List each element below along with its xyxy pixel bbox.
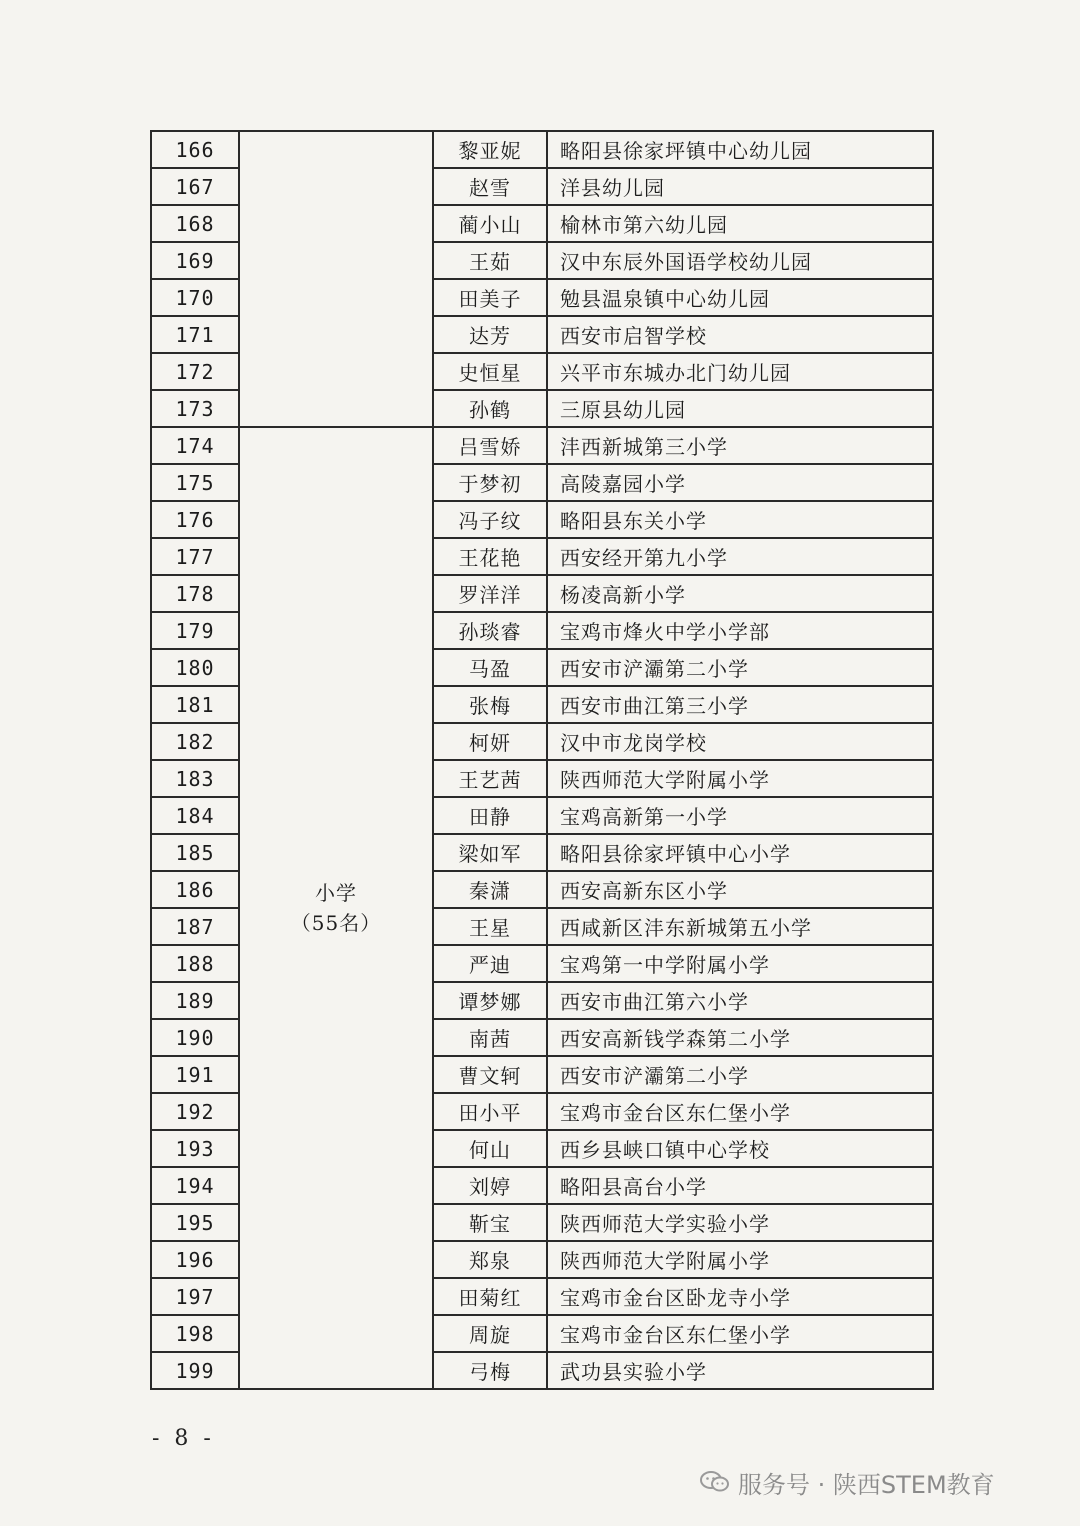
person-name: 王茹 [433, 242, 547, 279]
person-name: 南茜 [433, 1019, 547, 1056]
person-name: 赵雪 [433, 168, 547, 205]
school-name: 宝鸡第一中学附属小学 [547, 945, 933, 982]
table-row [151, 427, 933, 464]
school-name: 西乡县峡口镇中心学校 [547, 1130, 933, 1167]
school-name: 陕西师范大学附属小学 [547, 760, 933, 797]
row-number: 166 [151, 131, 239, 168]
category-label: 小学 [315, 881, 357, 905]
person-name: 柯妍 [433, 723, 547, 760]
school-name: 宝鸡高新第一小学 [547, 797, 933, 834]
school-name: 汉中东辰外国语学校幼儿园 [547, 242, 933, 279]
row-number: 178 [151, 575, 239, 612]
school-name: 洋县幼儿园 [547, 168, 933, 205]
person-name: 何山 [433, 1130, 547, 1167]
person-name: 秦潇 [433, 871, 547, 908]
school-name: 宝鸡市金台区卧龙寺小学 [547, 1278, 933, 1315]
page-number: - 8 - [152, 1426, 215, 1451]
row-number: 179 [151, 612, 239, 649]
person-name: 张梅 [433, 686, 547, 723]
row-number: 172 [151, 353, 239, 390]
person-name: 严迪 [433, 945, 547, 982]
school-name: 西安市浐灞第二小学 [547, 649, 933, 686]
school-name: 西咸新区沣东新城第五小学 [547, 908, 933, 945]
row-number: 197 [151, 1278, 239, 1315]
school-name: 勉县温泉镇中心幼儿园 [547, 279, 933, 316]
row-number: 175 [151, 464, 239, 501]
person-name: 周旋 [433, 1315, 547, 1352]
row-number: 189 [151, 982, 239, 1019]
person-name: 王花艳 [433, 538, 547, 575]
school-name: 陕西师范大学实验小学 [547, 1204, 933, 1241]
category-count: （55名） [290, 911, 382, 935]
person-name: 史恒星 [433, 353, 547, 390]
school-name: 西安市浐灞第二小学 [547, 1056, 933, 1093]
row-number: 199 [151, 1352, 239, 1389]
school-name: 陕西师范大学附属小学 [547, 1241, 933, 1278]
person-name: 马盈 [433, 649, 547, 686]
award-roster-table [150, 130, 934, 1390]
row-number: 187 [151, 908, 239, 945]
row-number: 190 [151, 1019, 239, 1056]
person-name: 田菊红 [433, 1278, 547, 1315]
school-name: 略阳县高台小学 [547, 1167, 933, 1204]
school-name: 西安市曲江第三小学 [547, 686, 933, 723]
person-name: 田小平 [433, 1093, 547, 1130]
person-name: 孙琰睿 [433, 612, 547, 649]
row-number: 174 [151, 427, 239, 464]
row-number: 196 [151, 1241, 239, 1278]
person-name: 田静 [433, 797, 547, 834]
person-name: 于梦初 [433, 464, 547, 501]
wechat-icon [700, 1470, 730, 1494]
school-name: 宝鸡市烽火中学小学部 [547, 612, 933, 649]
row-number: 194 [151, 1167, 239, 1204]
watermark [700, 1464, 995, 1500]
school-name: 兴平市东城办北门幼儿园 [547, 353, 933, 390]
school-name: 西安市启智学校 [547, 316, 933, 353]
row-number: 171 [151, 316, 239, 353]
row-number: 177 [151, 538, 239, 575]
school-name: 高陵嘉园小学 [547, 464, 933, 501]
row-number: 168 [151, 205, 239, 242]
row-number: 186 [151, 871, 239, 908]
school-name: 西安高新东区小学 [547, 871, 933, 908]
person-name: 曹文轲 [433, 1056, 547, 1093]
category-cell [239, 427, 433, 1389]
row-number: 181 [151, 686, 239, 723]
row-number: 167 [151, 168, 239, 205]
row-number: 176 [151, 501, 239, 538]
person-name: 黎亚妮 [433, 131, 547, 168]
person-name: 靳宝 [433, 1204, 547, 1241]
school-name: 汉中市龙岗学校 [547, 723, 933, 760]
person-name: 达芳 [433, 316, 547, 353]
row-number: 184 [151, 797, 239, 834]
row-number: 173 [151, 390, 239, 427]
school-name: 略阳县东关小学 [547, 501, 933, 538]
school-name: 略阳县徐家坪镇中心小学 [547, 834, 933, 871]
row-number: 191 [151, 1056, 239, 1093]
school-name: 宝鸡市金台区东仁堡小学 [547, 1315, 933, 1352]
row-number: 180 [151, 649, 239, 686]
person-name: 孙鹤 [433, 390, 547, 427]
school-name: 榆林市第六幼儿园 [547, 205, 933, 242]
school-name: 宝鸡市金台区东仁堡小学 [547, 1093, 933, 1130]
person-name: 弓梅 [433, 1352, 547, 1389]
row-number: 193 [151, 1130, 239, 1167]
person-name: 王星 [433, 908, 547, 945]
person-name: 冯子纹 [433, 501, 547, 538]
roster-body [151, 131, 933, 1389]
school-name: 西安市曲江第六小学 [547, 982, 933, 1019]
school-name: 三原县幼儿园 [547, 390, 933, 427]
person-name: 郑泉 [433, 1241, 547, 1278]
person-name: 梁如军 [433, 834, 547, 871]
table-row [151, 131, 933, 168]
person-name: 蔺小山 [433, 205, 547, 242]
row-number: 183 [151, 760, 239, 797]
person-name: 王艺茜 [433, 760, 547, 797]
row-number: 192 [151, 1093, 239, 1130]
row-number: 169 [151, 242, 239, 279]
person-name: 罗洋洋 [433, 575, 547, 612]
row-number: 185 [151, 834, 239, 871]
row-number: 195 [151, 1204, 239, 1241]
school-name: 西安经开第九小学 [547, 538, 933, 575]
school-name: 沣西新城第三小学 [547, 427, 933, 464]
category-cell [239, 131, 433, 427]
school-name: 杨凌高新小学 [547, 575, 933, 612]
person-name: 田美子 [433, 279, 547, 316]
watermark-text: 服务号 · 陕西STEM教育 [738, 1470, 995, 1499]
row-number: 188 [151, 945, 239, 982]
person-name: 刘婷 [433, 1167, 547, 1204]
school-name: 武功县实验小学 [547, 1352, 933, 1389]
school-name: 略阳县徐家坪镇中心幼儿园 [547, 131, 933, 168]
person-name: 谭梦娜 [433, 982, 547, 1019]
row-number: 182 [151, 723, 239, 760]
person-name: 吕雪娇 [433, 427, 547, 464]
school-name: 西安高新钱学森第二小学 [547, 1019, 933, 1056]
row-number: 170 [151, 279, 239, 316]
row-number: 198 [151, 1315, 239, 1352]
